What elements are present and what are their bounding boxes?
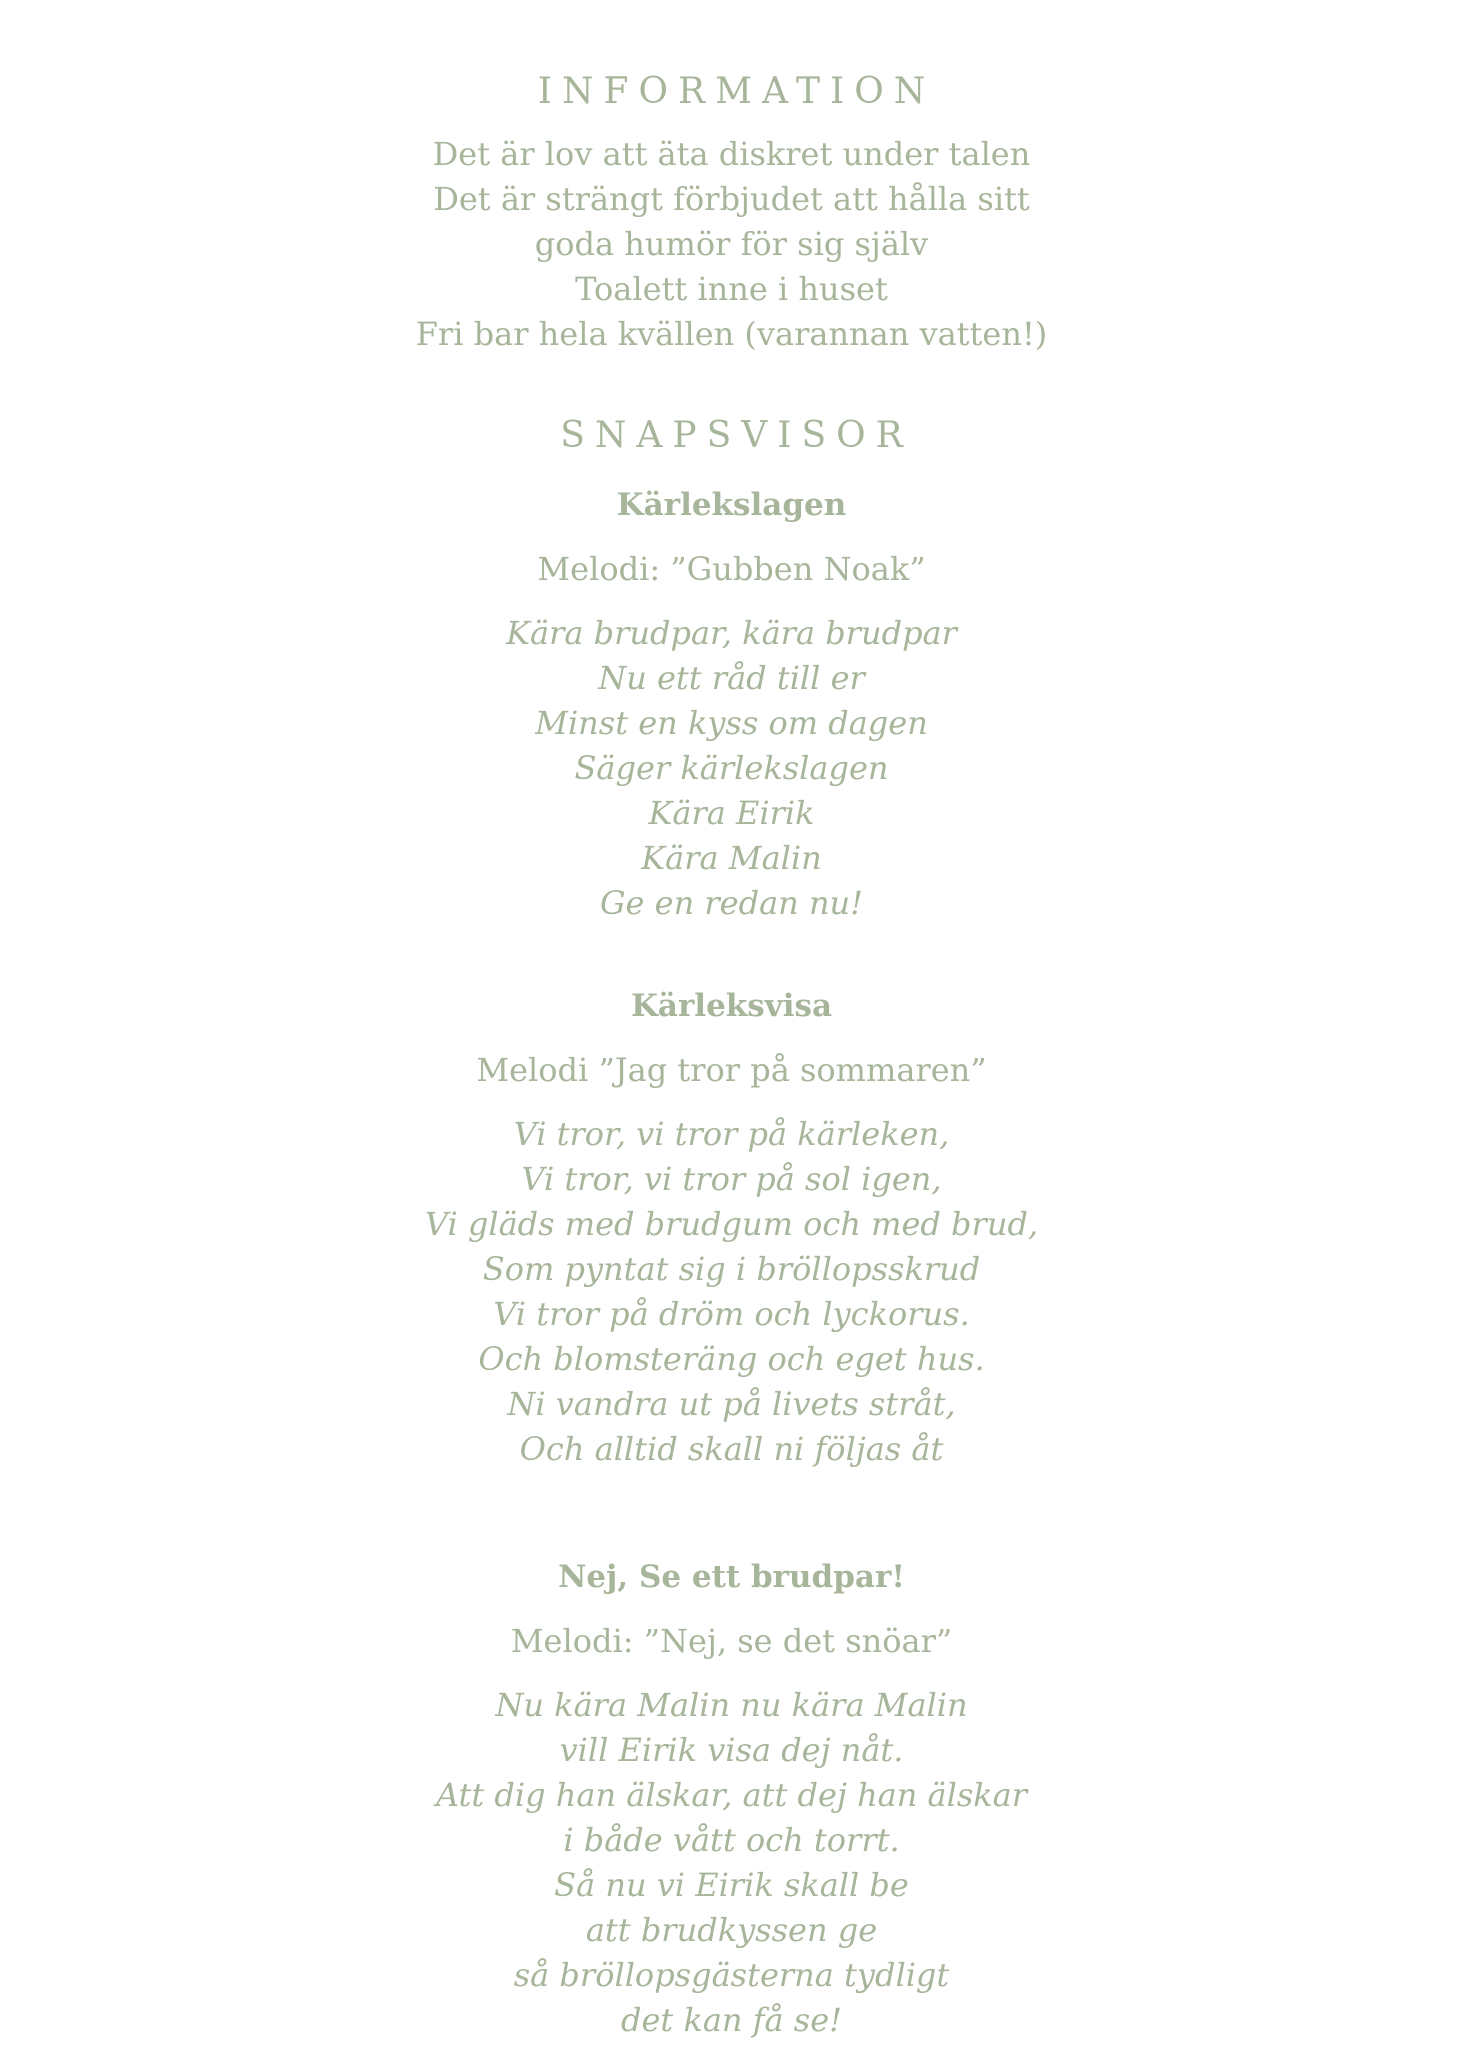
lyric-line: Nu ett råd till er xyxy=(598,659,865,697)
lyric-line: Vi tror på dröm och lyckorus. xyxy=(493,1295,970,1333)
song-melody: Melodi ”Jag tror på sommaren” xyxy=(476,1051,987,1089)
song-karleksvisa xyxy=(0,988,1463,1472)
song-karlekslagen xyxy=(0,487,1463,926)
snapsvisor-heading: SNAPSVISOR xyxy=(560,415,913,456)
song-nej-se-ett-brudpar xyxy=(0,1559,1463,2043)
lyric-line: Så nu vi Eirik skall be xyxy=(554,1866,909,1904)
lyric-line: Och blomsteräng och eget hus. xyxy=(478,1340,985,1378)
lyric-line: i både vått och torrt. xyxy=(563,1821,900,1859)
song-lyrics xyxy=(0,611,1463,926)
information-line: Fri bar hela kvällen (varannan vatten!) xyxy=(415,315,1048,353)
lyric-line: det kan få se! xyxy=(620,2001,842,2039)
song-lyrics xyxy=(0,1112,1463,1472)
lyric-line: att brudkyssen ge xyxy=(585,1911,878,1949)
lyric-line: Kära Eirik xyxy=(648,794,815,832)
song-melody: Melodi: ”Gubben Noak” xyxy=(537,550,926,588)
lyric-line: Nu kära Malin nu kära Malin xyxy=(495,1686,968,1724)
lyric-line: Och alltid skall ni följas åt xyxy=(519,1430,944,1468)
song-melody: Melodi: ”Nej, se det snöar” xyxy=(510,1622,953,1660)
lyric-line: Ni vandra ut på livets stråt, xyxy=(507,1385,956,1423)
lyric-line: Vi tror, vi tror på sol igen, xyxy=(521,1160,942,1198)
information-line: goda humör för sig själv xyxy=(534,225,929,263)
information-heading: INFORMATION xyxy=(537,71,936,112)
song-lyrics xyxy=(0,1683,1463,2043)
lyric-line: Som pyntat sig i bröllopsskrud xyxy=(482,1250,981,1288)
lyric-line: Minst en kyss om dagen xyxy=(535,704,928,742)
song-title: Kärleksvisa xyxy=(630,988,833,1024)
lyric-line: Ge en redan nu! xyxy=(599,884,864,922)
information-line: Det är lov att äta diskret under talen xyxy=(432,135,1031,173)
lyric-line: Säger kärlekslagen xyxy=(574,749,889,787)
lyric-line: vill Eirik visa dej nåt. xyxy=(559,1731,904,1769)
lyric-line: Kära brudpar, kära brudpar xyxy=(506,614,957,652)
information-line: Toalett inne i huset xyxy=(575,270,888,308)
lyric-line: Att dig han älskar, att dej han älskar xyxy=(435,1776,1028,1814)
lyric-line: så bröllopsgästerna tydligt xyxy=(513,1956,950,1994)
information-list xyxy=(0,132,1463,357)
lyric-line: Vi gläds med brudgum och med brud, xyxy=(424,1205,1039,1243)
lyric-line: Kära Malin xyxy=(641,839,822,877)
lyric-line: Vi tror, vi tror på kärleken, xyxy=(513,1115,950,1153)
information-line: Det är strängt förbjudet att hålla sitt xyxy=(433,180,1030,218)
song-title: Nej, Se ett brudpar! xyxy=(558,1559,905,1595)
song-title: Kärlekslagen xyxy=(616,487,847,523)
